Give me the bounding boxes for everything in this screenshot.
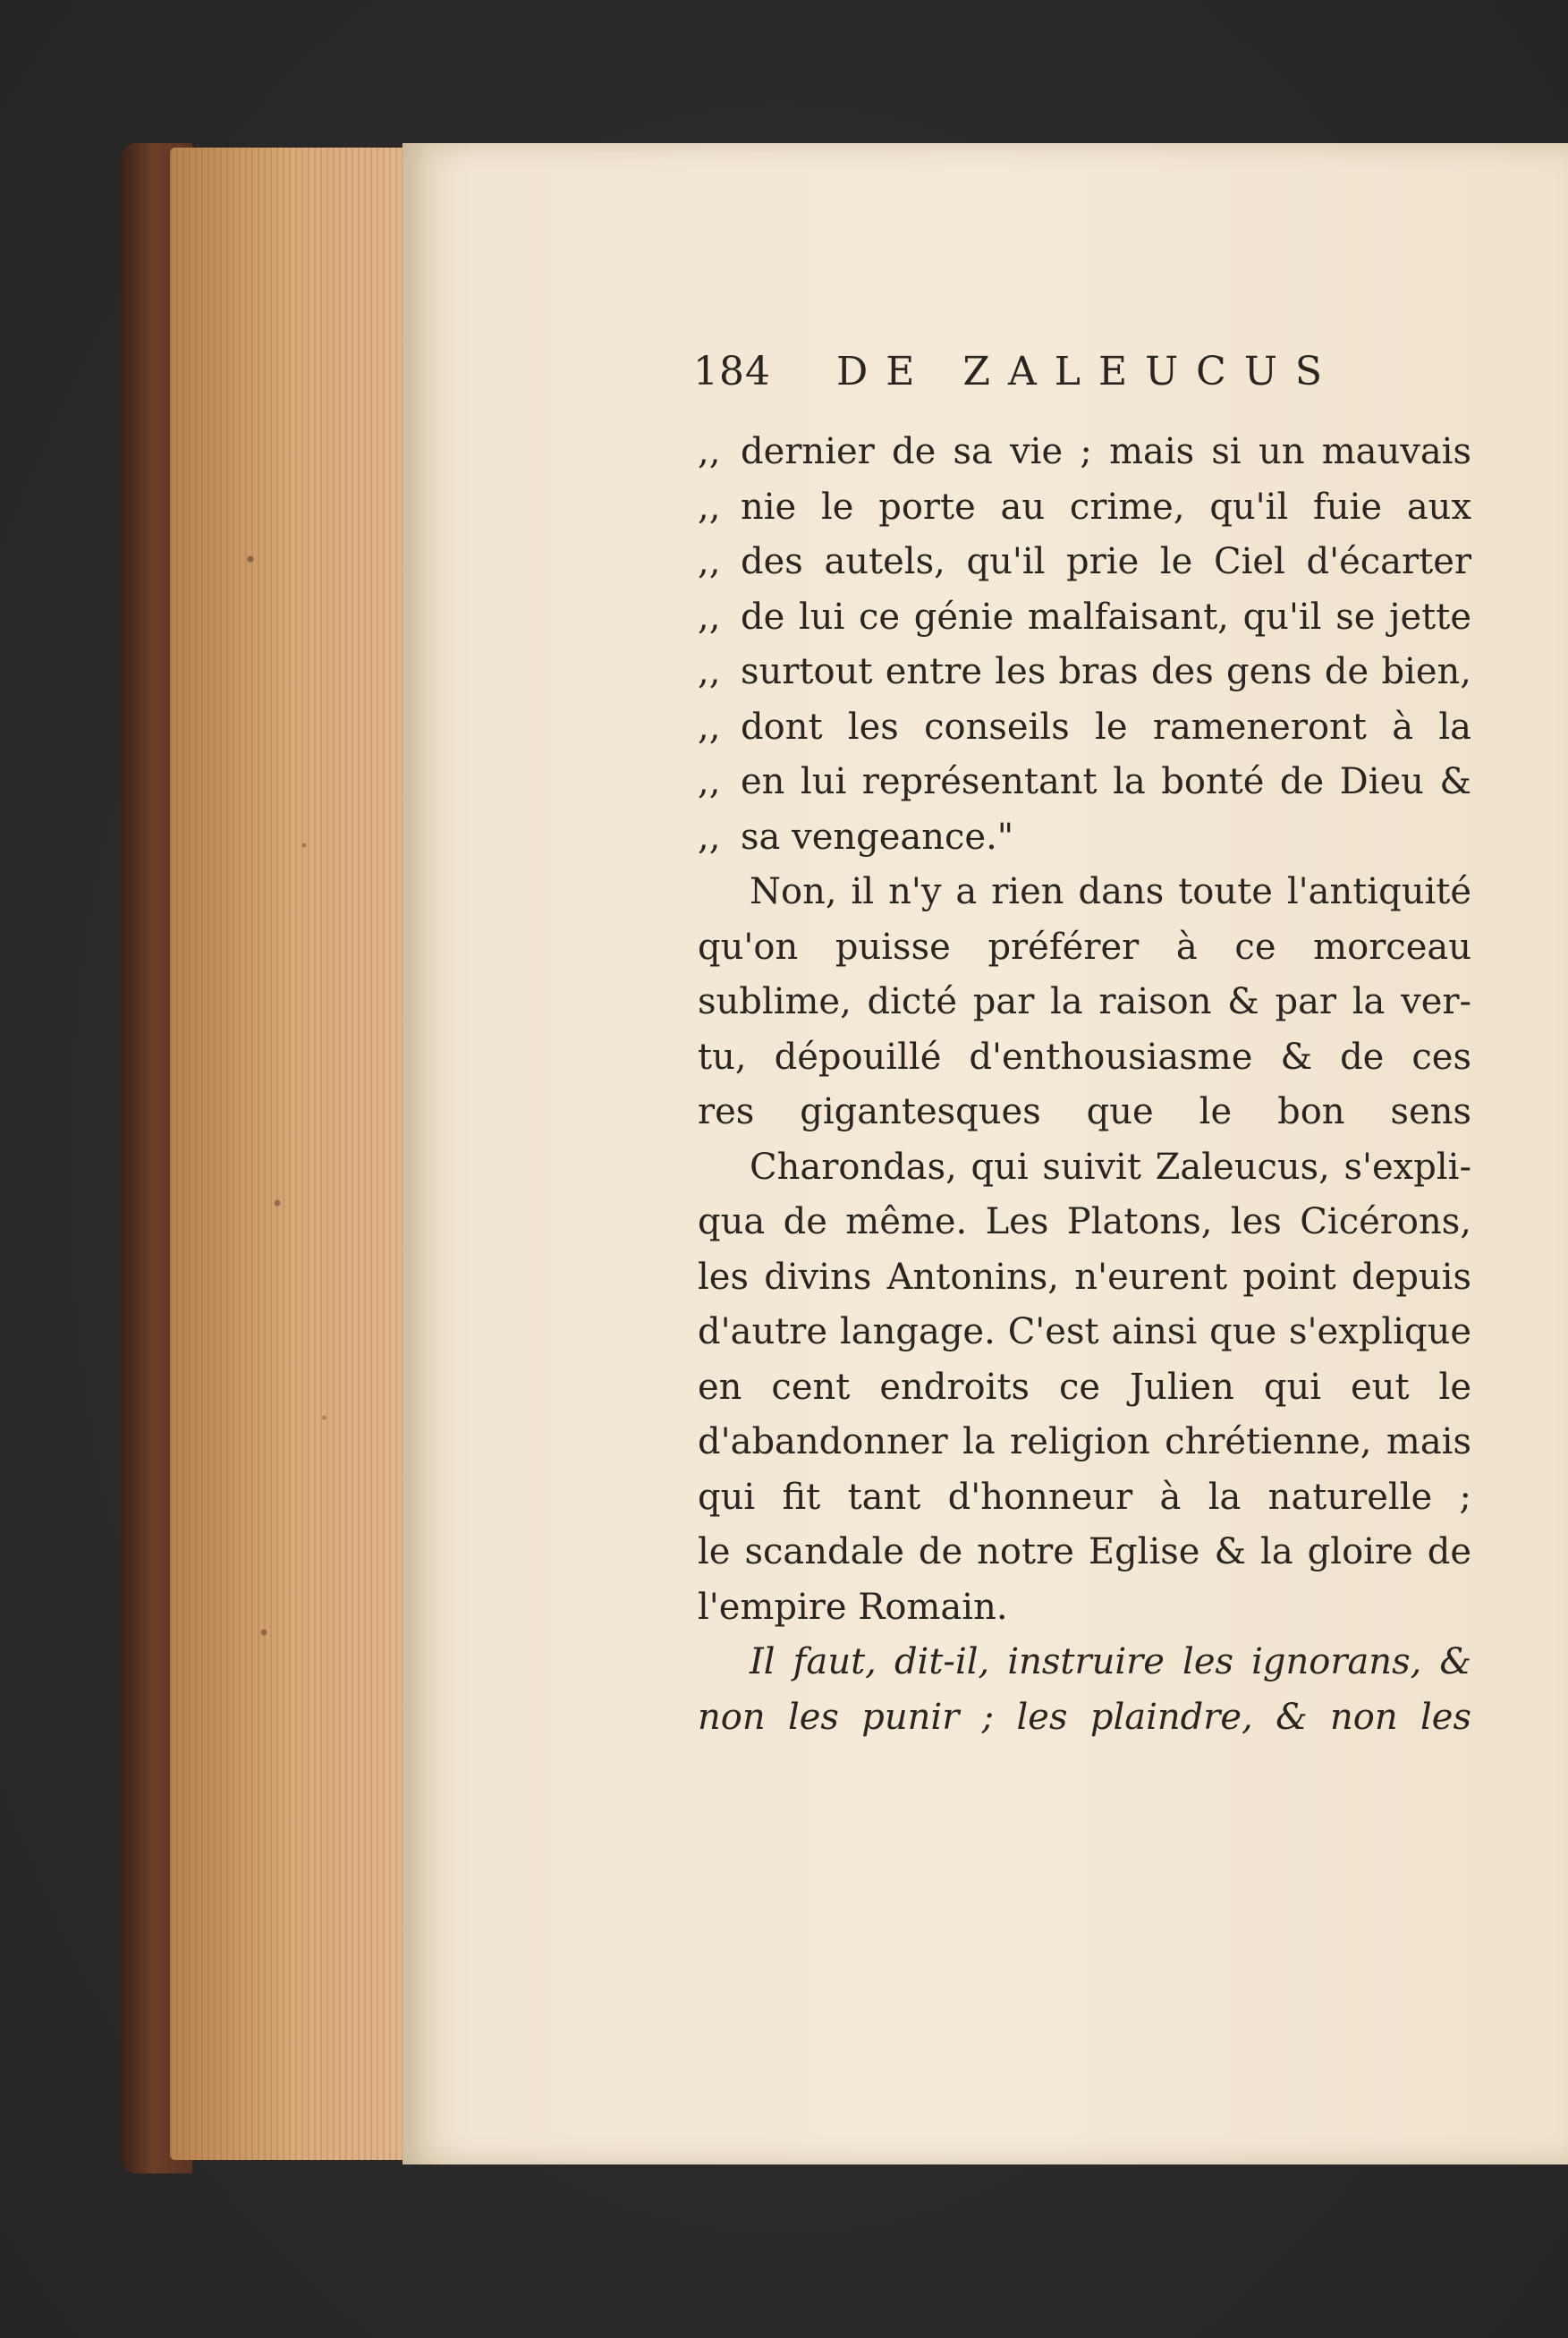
quote-mark: ,, bbox=[698, 486, 721, 528]
quote-mark: ,, bbox=[698, 431, 721, 472]
text-line bbox=[698, 1525, 1471, 1580]
text-line bbox=[698, 920, 1471, 976]
text-line bbox=[698, 1690, 1471, 1746]
text-line bbox=[698, 1030, 1471, 1086]
page-number: 184 bbox=[693, 349, 771, 394]
line-text: qui fit tant d'honneur à la naturelle ; bbox=[698, 1476, 1471, 1518]
line-text: en lui représentant la bonté de Dieu & bbox=[741, 761, 1471, 802]
line-text: Non, il n'y a rien dans toute l'antiquité bbox=[750, 871, 1471, 912]
line-text: res gigantesques que le bon sens bbox=[698, 1091, 1471, 1132]
text-line bbox=[698, 1580, 1471, 1636]
line-text: sublime, dicté par la raison & par la ver- bbox=[698, 981, 1471, 1022]
line-text: nie le porte au crime, qu'il fuie aux bbox=[741, 486, 1471, 528]
text-line bbox=[698, 1305, 1471, 1360]
line-text: en cent endroits ce Julien qui eut le bbox=[698, 1366, 1471, 1408]
line-text: dont les conseils le rameneront à la bbox=[741, 706, 1471, 748]
line-text: qua de même. Les Platons, les Cicérons, bbox=[698, 1201, 1471, 1242]
text-line bbox=[698, 590, 1471, 646]
quote-mark: ,, bbox=[698, 706, 721, 748]
line-text: l'empire Romain. bbox=[698, 1586, 1008, 1628]
text-line bbox=[698, 1250, 1471, 1306]
text-line bbox=[698, 1195, 1471, 1250]
line-text: surtout entre les bras des gens de bien, bbox=[741, 651, 1471, 692]
quote-mark: ,, bbox=[698, 816, 721, 858]
text-line bbox=[698, 1470, 1471, 1526]
line-text: non les punir ; les plaindre, & non les bbox=[698, 1696, 1471, 1738]
quote-mark: ,, bbox=[698, 541, 721, 582]
running-title: DE ZALEUCUS bbox=[836, 349, 1341, 394]
text-line bbox=[698, 1415, 1471, 1470]
text-line bbox=[698, 480, 1471, 536]
line-text: Charondas, qui suivit Zaleucus, s'expli- bbox=[750, 1146, 1471, 1188]
text-line bbox=[698, 1360, 1471, 1416]
text-line bbox=[698, 810, 1471, 866]
text-line bbox=[698, 700, 1471, 756]
text-line bbox=[698, 645, 1471, 700]
line-text: d'autre langage. C'est ainsi que s'explique bbox=[698, 1311, 1471, 1352]
text-line bbox=[698, 1635, 1471, 1690]
text-line bbox=[698, 865, 1471, 920]
text-line bbox=[698, 1140, 1471, 1196]
line-text: des autels, qu'il prie le Ciel d'écarter bbox=[741, 541, 1471, 582]
quote-mark: ,, bbox=[698, 596, 721, 638]
line-text: d'abandonner la religion chrétienne, mais bbox=[698, 1421, 1471, 1462]
quote-mark: ,, bbox=[698, 651, 721, 692]
text-line bbox=[698, 535, 1471, 590]
running-head bbox=[693, 349, 1346, 402]
text-line bbox=[698, 975, 1471, 1030]
line-text: tu, dépouillé d'enthousiasme & de ces bbox=[698, 1036, 1471, 1078]
line-text: dernier de sa vie ; mais si un mauvais bbox=[741, 431, 1471, 472]
text-line bbox=[698, 1085, 1471, 1140]
body-text bbox=[698, 425, 1471, 1745]
text-line bbox=[698, 425, 1471, 480]
line-text: le scandale de notre Eglise & la gloire de bbox=[698, 1531, 1471, 1572]
foxing-specks bbox=[224, 416, 358, 1847]
line-text: sa vengeance." bbox=[741, 816, 1014, 858]
text-line bbox=[698, 755, 1471, 810]
line-text: de lui ce génie malfaisant, qu'il se jette bbox=[741, 596, 1471, 638]
line-text: les divins Antonins, n'eurent point depuis bbox=[698, 1256, 1471, 1298]
line-text: qu'on puisse préférer à ce morceau bbox=[698, 926, 1471, 968]
quote-mark: ,, bbox=[698, 761, 721, 802]
line-text: Il faut, dit-il, instruire les ignorans, & bbox=[750, 1641, 1471, 1682]
